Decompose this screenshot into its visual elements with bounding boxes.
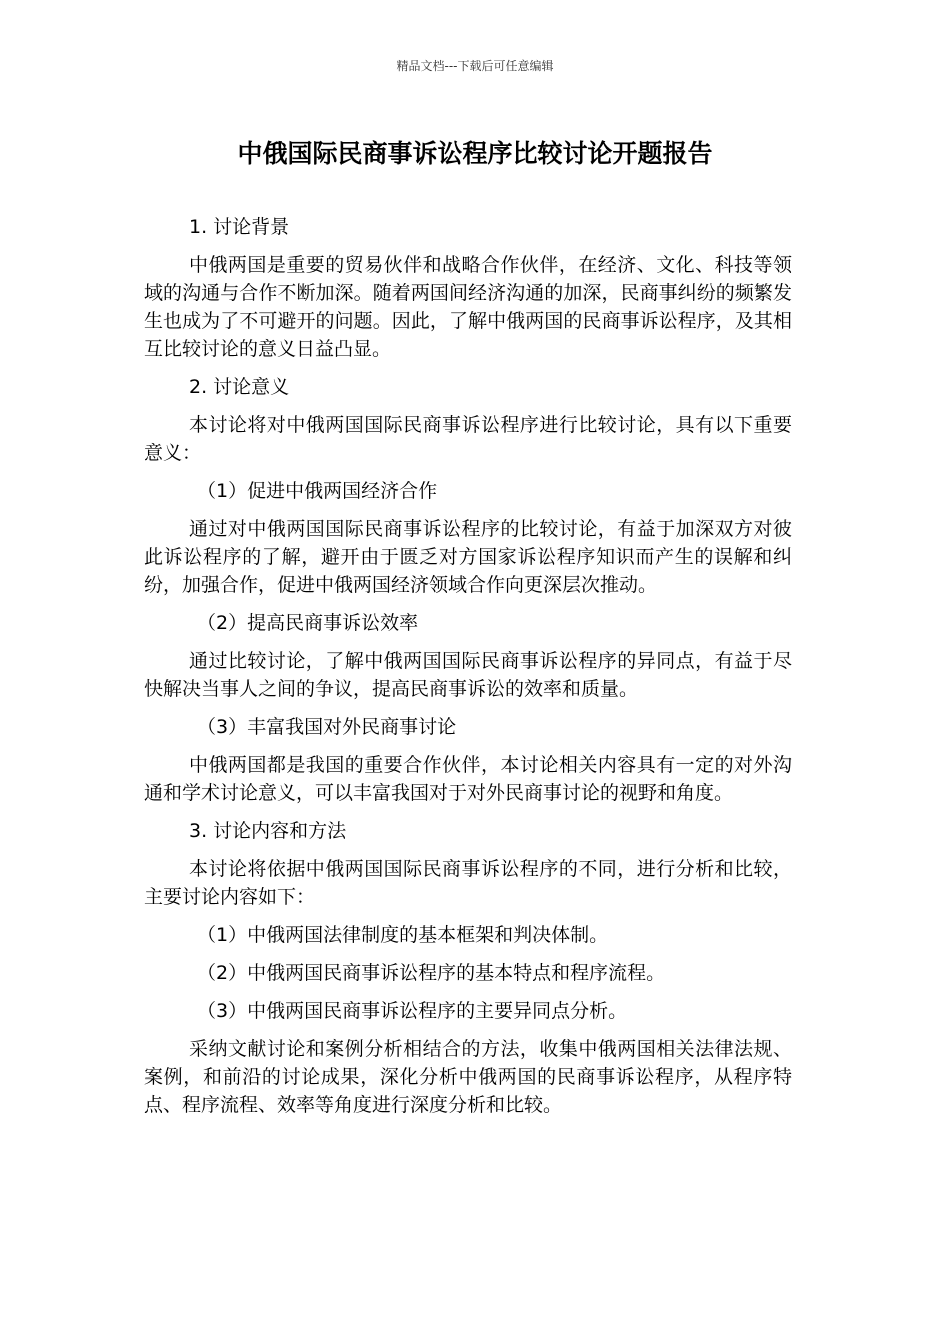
significance-item-2: （2）提高民商事诉讼效率 [197,612,419,634]
section-heading-significance: 2. 讨论意义 [189,376,290,398]
content-item-2: （2）中俄两国民商事诉讼程序的基本特点和程序流程。 [197,962,666,984]
section-heading-background: 1. 讨论背景 [189,216,290,238]
content-item-1: （1）中俄两国法律制度的基本框架和判决体制。 [197,924,609,946]
document-body [144,213,792,1129]
content-intro-paragraph: 本讨论将依据中俄两国国际民商事诉讼程序的不同，进行分析和比较，主要讨论内容如下： [144,858,792,908]
significance-item-3: （3）丰富我国对外民商事讨论 [197,716,457,738]
background-paragraph: 中俄两国是重要的贸易伙伴和战略合作伙伴，在经济、文化、科技等领域的沟通与合作不断加深。随着两国间经济沟通的加深，民商事纠纷的频繁发生也成为了不可避开的问题。因此，了解中俄两国的民商事诉讼程序，及其相互比较讨论的意义日益凸显。 [144,254,792,360]
significance-item-2-paragraph: 通过比较讨论，了解中俄两国国际民商事诉讼程序的异同点，有益于尽快解决当事人之间的争议，提高民商事诉讼的效率和质量。 [144,650,792,700]
significance-item-1-paragraph: 通过对中俄两国国际民商事诉讼程序的比较讨论，有益于加深双方对彼此诉讼程序的了解，避开由于匮乏对方国家诉讼程序知识而产生的误解和纠纷，加强合作，促进中俄两国经济领域合作向更深层次推动。 [144,518,792,596]
section-heading-content-method: 3. 讨论内容和方法 [189,820,347,842]
document-title: 中俄国际民商事诉讼程序比较讨论开题报告 [237,139,713,168]
significance-intro-paragraph: 本讨论将对中俄两国国际民商事诉讼程序进行比较讨论，具有以下重要意义： [144,414,792,464]
content-item-3: （3）中俄两国民商事诉讼程序的主要异同点分析。 [197,1000,628,1022]
significance-item-3-paragraph: 中俄两国都是我国的重要合作伙伴，本讨论相关内容具有一定的对外沟通和学术讨论意义，可以丰富我国对于对外民商事讨论的视野和角度。 [144,754,792,804]
significance-item-1: （1）促进中俄两国经济合作 [197,480,438,502]
method-paragraph: 采纳文献讨论和案例分析相结合的方法，收集中俄两国相关法律法规、案例，和前沿的讨论成果，深化分析中俄两国的民商事诉讼程序，从程序特点、程序流程、效率等角度进行深度分析和比较。 [144,1038,792,1116]
header-note: 精品文档---下载后可任意编辑 [396,59,554,73]
